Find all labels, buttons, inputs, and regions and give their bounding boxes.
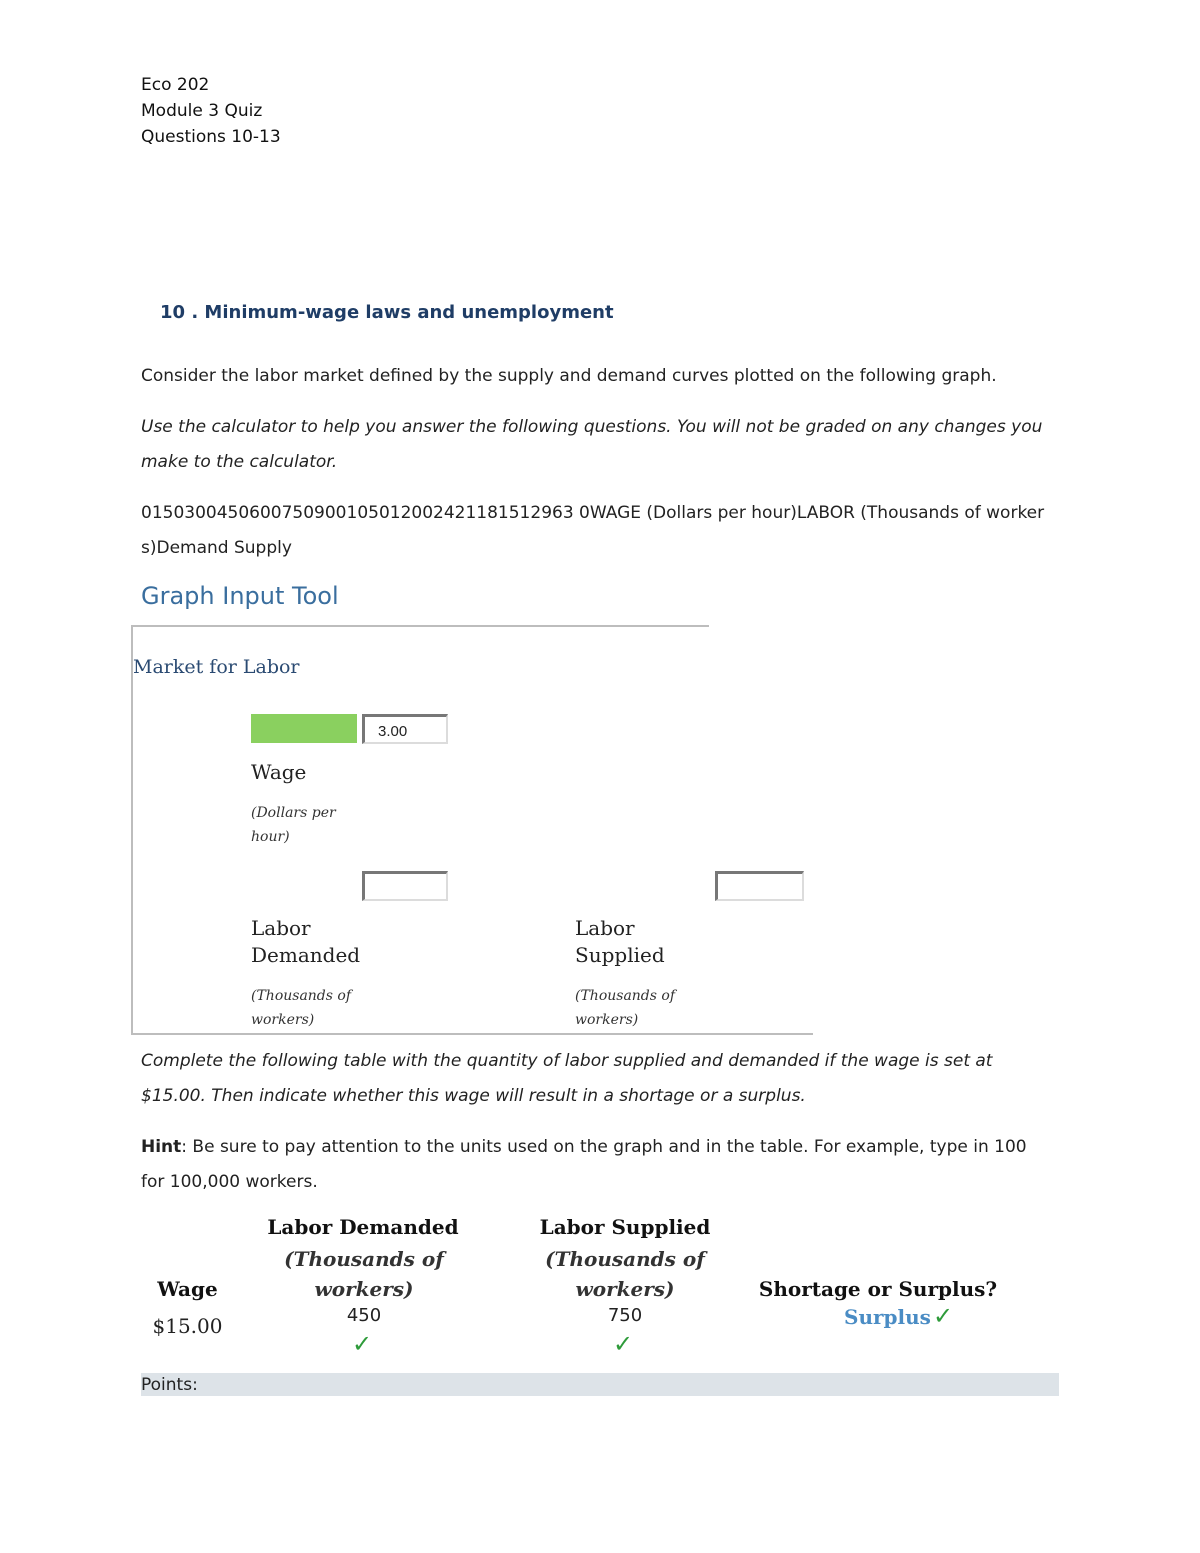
- hint-label: Hint: [141, 1137, 182, 1157]
- calculator-note: Use the calculator to help you answer the following questions. You will not be graded on any changes you make to the calculator.: [141, 417, 1043, 472]
- module-title: Module 3 Quiz: [141, 101, 263, 121]
- demanded-value: 450: [346, 1305, 382, 1326]
- col-supplied-unit: (Thousands of workers): [545, 1247, 705, 1301]
- market-title: Market for Labor: [133, 656, 300, 678]
- graph-input-tool-heading: Graph Input Tool: [141, 582, 339, 610]
- supplied-value: 750: [607, 1305, 643, 1326]
- panel-top-border: [133, 625, 709, 627]
- labor-supplied-input[interactable]: [715, 871, 804, 901]
- graph-input-tool-panel: [131, 625, 813, 1035]
- labor-supplied-unit: (Thousands of workers): [575, 988, 676, 1028]
- graph-text: 0150300450600750900105012002421181512963 0WAGE (Dollars per hour)LABOR (Thousands of workers)Demand Supply: [141, 503, 1045, 558]
- result-value: Surplus: [844, 1305, 931, 1329]
- col-supplied-header: Labor Supplied: [539, 1215, 711, 1239]
- wage-value: $15.00: [152, 1314, 223, 1338]
- col-wage-header: Wage: [157, 1277, 218, 1301]
- labor-supplied-label: Labor Supplied: [575, 916, 665, 967]
- wage-input[interactable]: [362, 714, 448, 744]
- labor-demanded-unit: (Thousands of workers): [251, 988, 352, 1028]
- task-instructions: Complete the following table with the quantity of labor supplied and demanded if the wage is set at $15.00. Then indicate whether this wage will result in a shortage or a surplus.: [141, 1051, 993, 1106]
- points-label: Points:: [141, 1375, 198, 1395]
- questions-range: Questions 10-13: [141, 127, 281, 147]
- check-icon: ✓: [352, 1330, 373, 1358]
- col-demanded-header: Labor Demanded: [267, 1215, 459, 1239]
- hint-text: : Be sure to pay attention to the units used on the graph and in the table. For example, type in 100 for 100,000 workers.: [141, 1137, 1027, 1192]
- question-title: 10 . Minimum-wage laws and unemployment: [160, 302, 614, 323]
- hint: [141, 1130, 1041, 1200]
- course-name: Eco 202: [141, 75, 210, 95]
- check-icon: ✓: [613, 1330, 634, 1358]
- col-result-header: Shortage or Surplus?: [758, 1277, 998, 1301]
- col-demanded-unit: (Thousands of workers): [284, 1247, 444, 1301]
- check-icon: ✓: [933, 1302, 954, 1330]
- labor-demanded-label: Labor Demanded: [251, 916, 361, 967]
- question-intro: Consider the labor market defined by the supply and demand curves plotted on the following graph.: [141, 366, 997, 386]
- wage-slider[interactable]: [251, 714, 357, 743]
- wage-unit: (Dollars per hour): [251, 805, 336, 845]
- wage-label: Wage: [251, 760, 307, 784]
- labor-demanded-input[interactable]: [362, 871, 448, 901]
- points-bar: [141, 1373, 1059, 1396]
